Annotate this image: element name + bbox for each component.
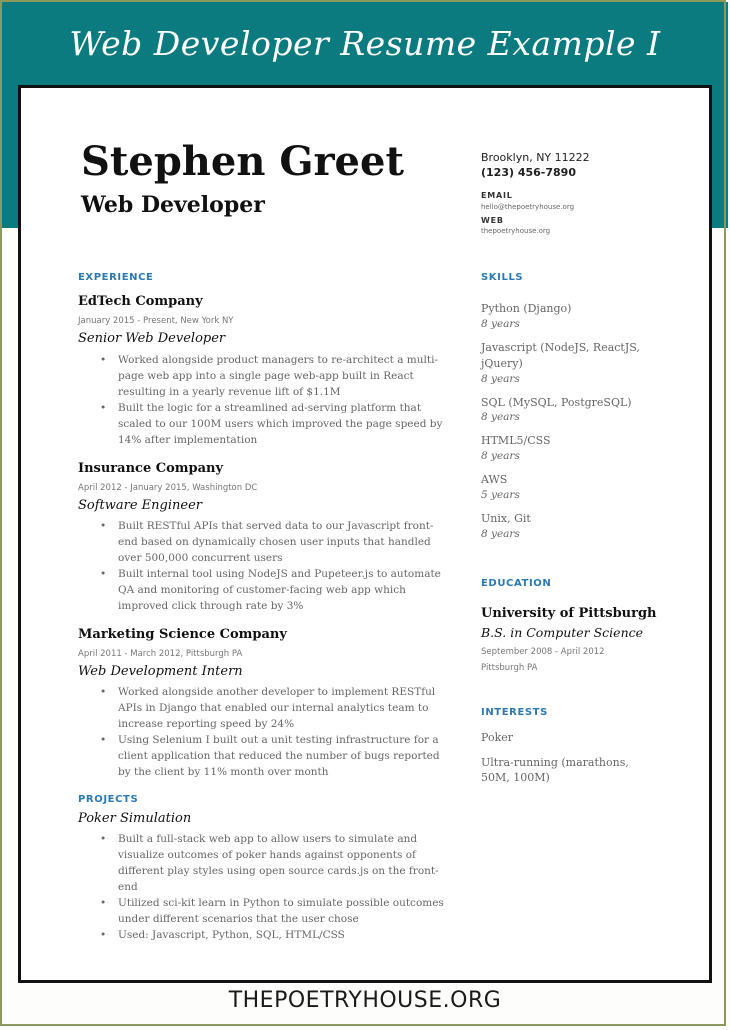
project-bullet: • Utilized sci-kit learn in Python to simulate possible outcomes under different scenarios that the user chose [118, 895, 448, 927]
job-company: Marketing Science Company [78, 627, 287, 642]
job-meta: January 2015 - Present, New York NY [78, 316, 234, 326]
interest-item: Poker [481, 731, 514, 744]
project-bullet: • Used: Javascript, Python, SQL, HTML/CSS [118, 927, 448, 943]
job-meta: April 2012 - January 2015, Washington DC [78, 483, 258, 493]
skill-name: Javascript (NodeJS, ReactJS, jQuery) [481, 341, 640, 370]
skill-years: 8 years [481, 450, 520, 462]
contact-email[interactable]: hello@thepoetryhouse.org [481, 203, 575, 211]
job-title: Web Development Intern [78, 664, 243, 679]
job-bullet: • Built the logic for a streamlined ad-serving platform that scaled to our 100M users which improved the page speed by 14% after implementation [118, 400, 448, 448]
education-location: Pittsburgh PA [481, 663, 538, 673]
section-heading-education: EDUCATION [481, 578, 552, 589]
job-company: EdTech Company [78, 294, 203, 309]
section-heading-skills: SKILLS [481, 272, 524, 283]
contact-web[interactable]: thepoetryhouse.org [481, 227, 551, 235]
job-bullet: • Using Selenium I built out a unit testing infrastructure for a client application that reduced the number of bugs reported by the client by 11% month over month [118, 732, 448, 780]
skill-years: 5 years [481, 489, 520, 501]
skill-name: HTML5/CSS [481, 434, 551, 447]
skill-years: 8 years [481, 373, 520, 385]
skill-name: SQL (MySQL, PostgreSQL) [481, 396, 632, 409]
section-heading-interests: INTERESTS [481, 707, 548, 718]
skill-name: AWS [481, 473, 508, 486]
project-bullet: • Built a full-stack web app to allow users to simulate and visualize outcomes of poker hands against opponents of different play styles using open source cards.js on the front-end [118, 831, 448, 895]
job-bullet: • Worked alongside another developer to implement RESTful APIs in Django that enabled our internal analytics team to increase reporting speed by 24% [118, 684, 448, 732]
resume-name: Stephen Greet [81, 138, 404, 185]
job-bullet: • Built RESTful APIs that served data to our Javascript front-end based on dynamically chosen user inputs that handled over 500,000 concurrent users [118, 518, 448, 566]
section-heading-projects: PROJECTS [78, 794, 139, 805]
job-bullet: • Worked alongside product managers to re-architect a multi-page web app into a single page web-app built in React resulting in a yearly revenue lift of $1.1M [118, 352, 448, 400]
contact-location: Brooklyn, NY 11222 [481, 151, 590, 164]
section-heading-experience: EXPERIENCE [78, 272, 154, 283]
education-dates: September 2008 - April 2012 [481, 647, 605, 657]
skill-years: 8 years [481, 528, 520, 540]
project-title: Poker Simulation [78, 811, 192, 826]
job-bullet: • Built internal tool using NodeJS and Pupeteer.js to automate QA and monitoring of customer-facing web app which improved click through rate by 3% [118, 566, 448, 614]
skill-name: Python (Django) [481, 302, 572, 315]
skill-name: Unix, Git [481, 512, 531, 525]
skill-years: 8 years [481, 411, 520, 423]
footer-site-name: THEPOETRYHOUSE.ORG [228, 988, 502, 1013]
education-degree: B.S. in Computer Science [481, 625, 644, 640]
resume-role: Web Developer [81, 192, 265, 218]
education-school: University of Pittsburgh [481, 606, 657, 621]
contact-phone: (123) 456-7890 [481, 166, 576, 179]
job-company: Insurance Company [78, 461, 224, 476]
contact-web-label: WEB [481, 216, 504, 225]
banner-title: Web Developer Resume Example I [69, 24, 661, 63]
job-meta: April 2011 - March 2012, Pittsburgh PA [78, 649, 243, 659]
contact-email-label: EMAIL [481, 191, 513, 200]
interest-item: Ultra-running (marathons, 50M, 100M) [481, 756, 629, 784]
job-title: Software Engineer [78, 498, 203, 513]
skill-years: 8 years [481, 318, 520, 330]
job-title: Senior Web Developer [78, 331, 226, 346]
